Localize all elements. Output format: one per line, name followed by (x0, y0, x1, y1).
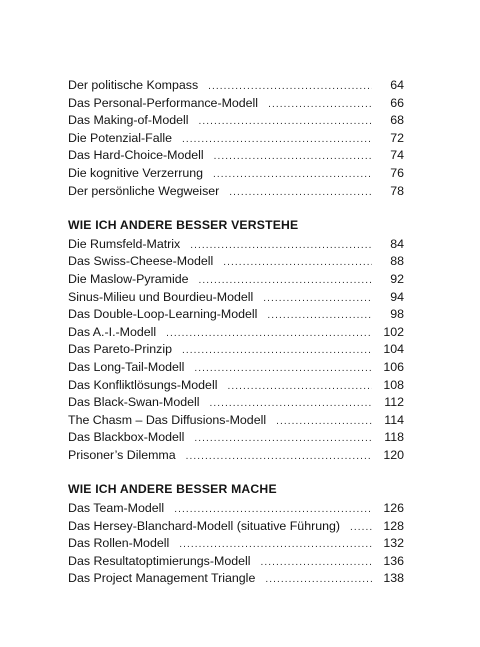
entry-title: Die Rumsfeld-Matrix (68, 236, 181, 251)
entry-title: Der persönliche Wegweiser (68, 183, 220, 198)
entry-title: Das Pareto-Prinzip (68, 342, 172, 357)
entry-page: 94 (390, 289, 404, 304)
toc-entry (68, 570, 404, 588)
dot-leader (227, 378, 372, 396)
entry-page: 138 (383, 571, 404, 586)
dot-leader (194, 360, 372, 378)
entry-page: 64 (390, 78, 404, 92)
entry-title: Das Long-Tail-Modell (68, 359, 185, 374)
entry-title: Sinus-Milieu und Bourdieu-Modell (68, 289, 254, 304)
entry-title: Die Potenzial-Falle (68, 130, 172, 145)
entry-page: 126 (383, 501, 404, 516)
entry-page: 118 (384, 430, 404, 445)
toc-entry (68, 359, 404, 377)
dot-leader (179, 536, 372, 554)
entry-title: Das A.-I.-Modell (68, 324, 157, 339)
dot-leader (213, 166, 372, 184)
entry-title: The Chasm – Das Diffusions-Modell (68, 412, 267, 427)
entry-title: Das Konfliktlösungs-Modell (68, 377, 218, 392)
toc-entry (68, 236, 404, 254)
dot-leader (208, 78, 372, 96)
entry-page: 136 (383, 553, 404, 568)
toc-section-3 (68, 481, 404, 588)
toc-entry (68, 535, 404, 553)
dot-leader (276, 413, 372, 431)
toc-entry (68, 271, 404, 289)
toc-section-1 (68, 77, 404, 200)
entry-page: 66 (390, 95, 404, 110)
entry-title: Das Team-Modell (68, 501, 165, 516)
toc-entry (68, 500, 404, 518)
entry-page: 120 (383, 447, 404, 462)
toc-entry (68, 289, 404, 307)
dot-leader (229, 184, 372, 202)
section-heading: WIE ICH ANDERE BESSER MACHE (68, 482, 277, 497)
dot-leader (182, 342, 372, 360)
toc-section-2 (68, 217, 404, 464)
entry-title: Das Project Management Triangle (68, 571, 256, 586)
entry-page: 128 (383, 518, 404, 533)
entry-page: 78 (390, 183, 404, 198)
dot-leader (267, 307, 372, 325)
toc-entry (68, 253, 404, 271)
toc-entry (68, 306, 404, 324)
entry-title: Das Swiss-Cheese-Modell (68, 254, 214, 269)
dot-leader (265, 571, 372, 589)
toc-entry (68, 147, 404, 165)
entry-page: 84 (390, 236, 404, 251)
entry-title: Das Black-Swan-Modell (68, 395, 200, 410)
dot-leader (223, 254, 372, 272)
entry-page: 76 (390, 165, 404, 180)
dot-leader (268, 96, 372, 114)
dot-leader (190, 237, 372, 255)
entry-title: Das Hard-Choice-Modell (68, 148, 204, 163)
dot-leader (194, 430, 372, 448)
dot-leader (210, 395, 372, 413)
entry-title: Das Blackbox-Modell (68, 430, 185, 445)
entry-page: 102 (383, 324, 404, 339)
entry-page: 106 (383, 359, 404, 374)
dot-leader (166, 325, 372, 343)
toc-entry (68, 77, 404, 95)
entry-page: 68 (390, 113, 404, 128)
dot-leader (174, 501, 372, 519)
toc-entry (68, 341, 404, 359)
toc-entry (68, 429, 404, 447)
table-of-contents (68, 77, 404, 588)
toc-entry (68, 518, 404, 536)
toc-entry (68, 165, 404, 183)
entry-page: 104 (383, 342, 404, 357)
dot-leader (263, 290, 372, 308)
entry-title: Die kognitive Verzerrung (68, 165, 203, 180)
entry-page: 112 (384, 395, 404, 410)
entry-title: Das Rollen-Modell (68, 536, 170, 551)
toc-entry (68, 95, 404, 113)
dot-leader (350, 519, 372, 537)
section-heading: WIE ICH ANDERE BESSER VERSTEHE (68, 218, 299, 233)
toc-entry (68, 412, 404, 430)
entry-title: Die Maslow-Pyramide (68, 271, 189, 286)
dot-leader (214, 148, 372, 166)
entry-page: 74 (390, 148, 404, 163)
dot-leader (186, 448, 372, 466)
entry-page: 92 (390, 271, 404, 286)
entry-title: Das Making-of-Modell (68, 113, 189, 128)
entry-title: Das Resultatoptimierungs-Modell (68, 553, 251, 568)
toc-entry (68, 447, 404, 465)
dot-leader (199, 113, 372, 131)
entry-page: 72 (390, 130, 404, 145)
entry-page: 98 (390, 307, 404, 322)
entry-page: 88 (390, 254, 404, 269)
dot-leader (182, 131, 372, 149)
entry-title: Das Double-Loop-Learning-Modell (68, 307, 258, 322)
entry-page: 132 (383, 536, 404, 551)
entry-page: 114 (384, 412, 404, 427)
toc-entry (68, 130, 404, 148)
dot-leader (261, 554, 373, 572)
toc-entry (68, 112, 404, 130)
toc-entry (68, 394, 404, 412)
toc-entry (68, 377, 404, 395)
entry-title: Prisoner’s Dilemma (68, 447, 176, 462)
entry-page: 108 (383, 377, 404, 392)
toc-entry (68, 183, 404, 201)
toc-entry (68, 324, 404, 342)
entry-title: Das Personal-Performance-Modell (68, 95, 259, 110)
entry-title: Der politische Kompass (68, 78, 199, 92)
toc-entry (68, 553, 404, 571)
entry-title: Das Hersey-Blanchard-Modell (situative Führung) (68, 518, 341, 533)
dot-leader (199, 272, 373, 290)
